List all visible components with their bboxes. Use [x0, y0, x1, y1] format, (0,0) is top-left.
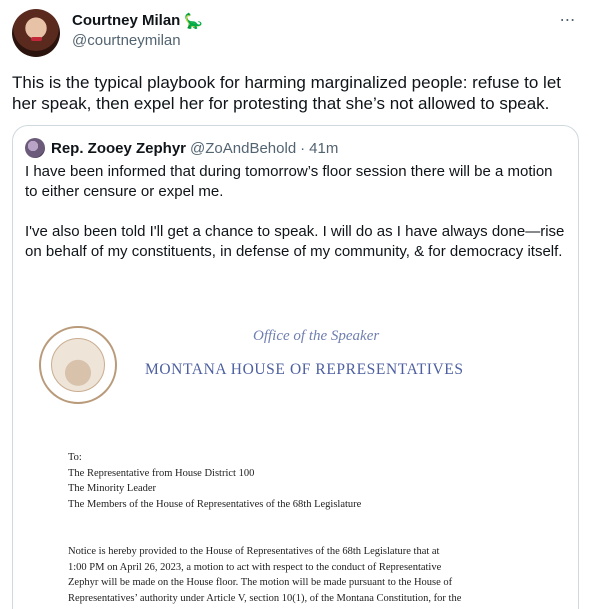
- tweet-header: [12, 9, 580, 59]
- quoted-tweet-header: [25, 138, 338, 158]
- notice-line: 1:00 PM on April 26, 2023, a motion to act with respect to the conduct of Representative: [68, 561, 442, 573]
- author-display-name[interactable]: Courtney Milan 🦕: [72, 12, 204, 30]
- recipient-line: The Representative from House District 100: [68, 467, 255, 479]
- document-office-title: Office of the Speaker: [253, 328, 380, 344]
- recipient-line: The Members of the House of Representatives of the 68th Legislature: [68, 498, 362, 510]
- quoted-tweet[interactable]: [12, 125, 579, 609]
- document-recipients: [68, 450, 361, 512]
- quoted-author-avatar[interactable]: [25, 138, 45, 158]
- quoted-paragraph: I've also been told I'll get a chance to speak. I will do as I have always done—rise on behalf of my constituents, in defense of my community, & for democracy itself.: [25, 223, 565, 260]
- quoted-author-name[interactable]: Rep. Zooey Zephyr: [51, 139, 187, 157]
- notice-line: Representatives’ authority under Article V, section 10(1), of the Montana Constitution, for the: [68, 592, 462, 604]
- document-letterhead: MONTANA HOUSE OF REPRESENTATIVES: [145, 361, 464, 378]
- document-notice: [68, 544, 528, 606]
- notice-line: Zephyr will be made on the House floor. The motion will be made pursuant to the House of: [68, 577, 453, 588]
- more-options-icon[interactable]: ⋯: [559, 12, 577, 29]
- montana-state-seal-icon: [39, 326, 117, 404]
- dinosaur-emoji-icon: 🦕: [184, 12, 204, 30]
- recipient-line: To:: [68, 452, 82, 463]
- quoted-author-handle[interactable]: @ZoAndBehold: [190, 139, 297, 157]
- attached-document-image[interactable]: [13, 296, 578, 609]
- notice-line: Notice is hereby provided to the House of Representatives of the 68th Legislature that at: [68, 546, 440, 557]
- quoted-paragraph: I have been informed that during tomorrow’s floor session there will be a motion to either censure or expel me.: [25, 163, 553, 200]
- quoted-timestamp[interactable]: 41m: [309, 139, 339, 157]
- author-info: [72, 11, 203, 51]
- separator-dot: ·: [300, 139, 306, 157]
- quoted-tweet-text: [25, 162, 565, 282]
- tweet-text: This is the typical playbook for harming marginalized people: refuse to let her speak, then expel her for protesting that she’s not allowed to speak.: [12, 73, 562, 113]
- recipient-line: The Minority Leader: [68, 483, 157, 494]
- author-avatar[interactable]: [12, 9, 60, 57]
- author-handle[interactable]: @courtneymilan: [72, 32, 181, 49]
